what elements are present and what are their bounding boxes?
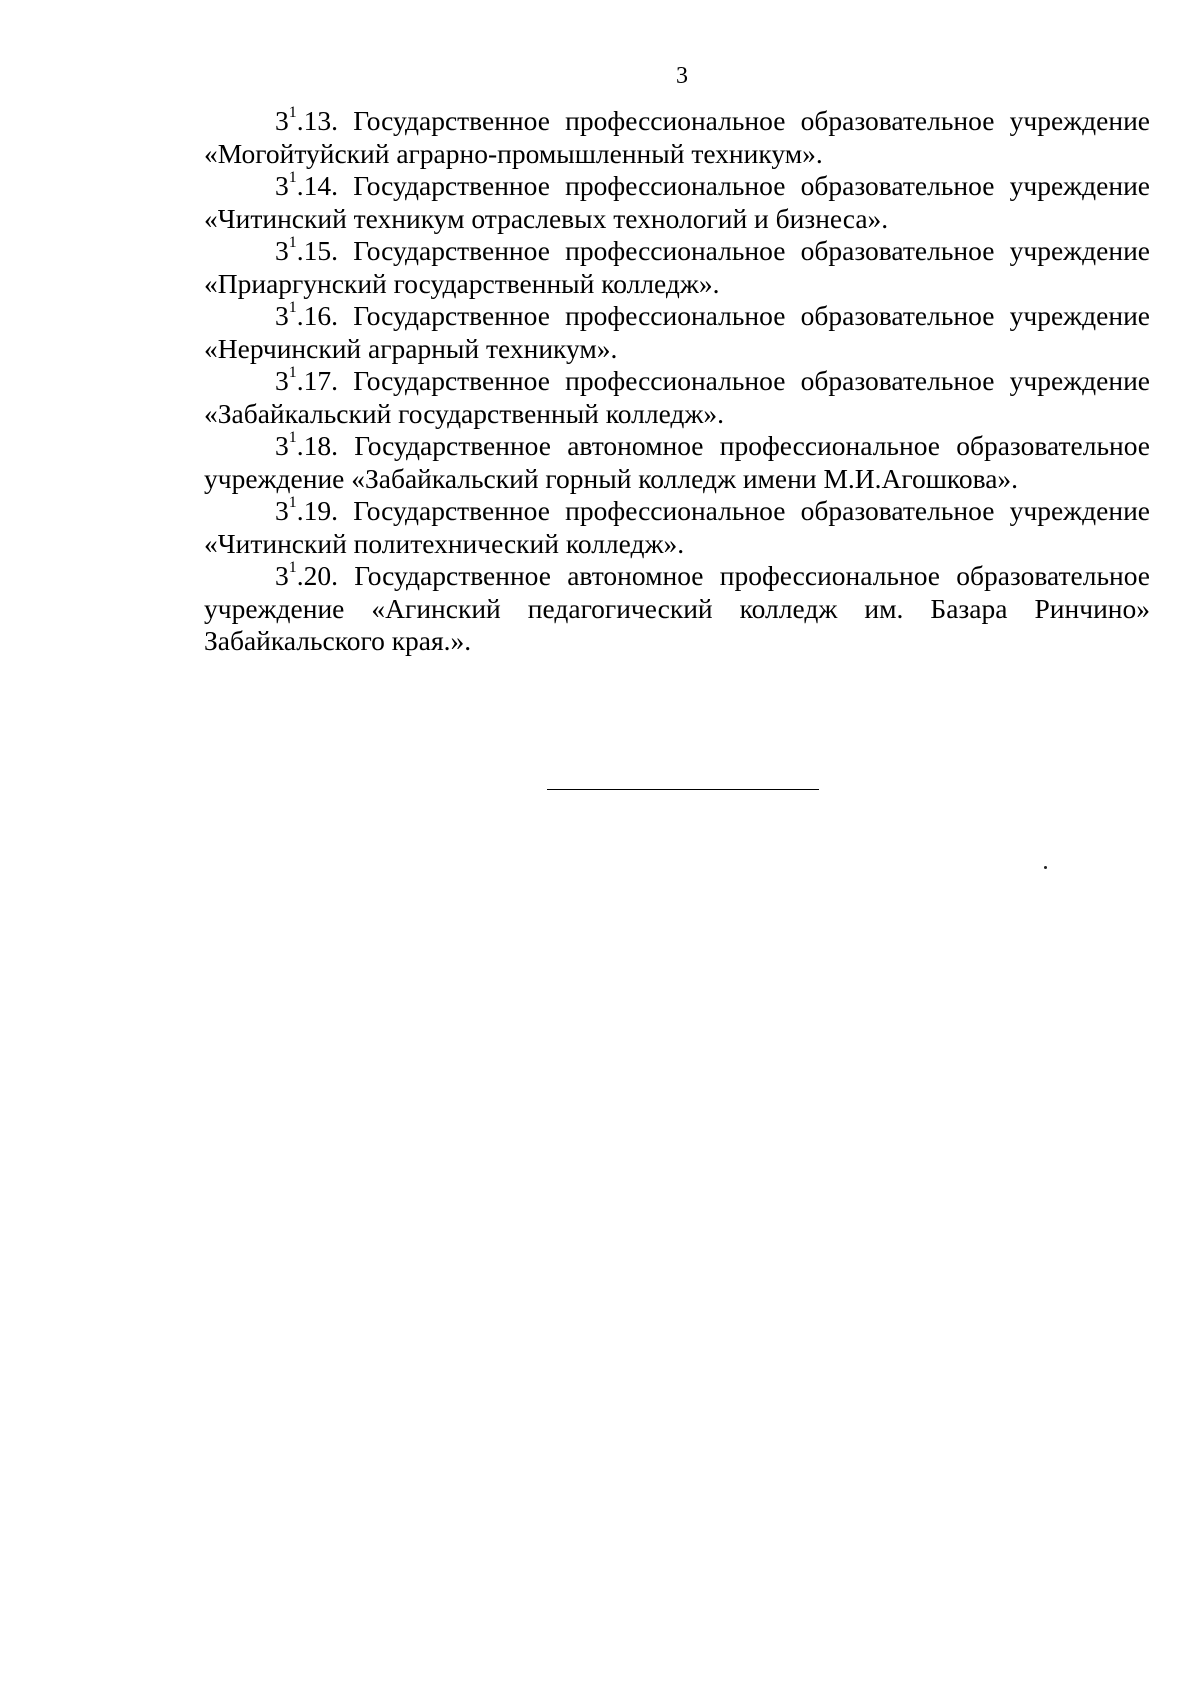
- item-number-superscript: 1: [288, 558, 297, 576]
- list-item: [204, 300, 1150, 365]
- item-number-superscript: 1: [288, 298, 297, 316]
- item-text: Государственное профессиональное образовательное учреждение «Забайкальский государственный колледж».: [204, 365, 1150, 429]
- item-number-superscript: 1: [288, 493, 297, 511]
- end-of-document-rule: [547, 789, 819, 790]
- item-text: Государственное автономное профессиональное образовательное учреждение «Агинский педагогический колледж им. Базара Ринчино» Забайкальского края.».: [204, 560, 1150, 656]
- page-number: 3: [676, 63, 688, 89]
- item-number: 3: [275, 105, 289, 136]
- item-number-superscript: 1: [288, 363, 297, 381]
- item-text: Государственное автономное профессиональное образовательное учреждение «Забайкальский горный колледж имени М.И.Агошкова».: [204, 430, 1150, 494]
- item-number-superscript: 1: [288, 428, 297, 446]
- item-number-suffix: .16.: [296, 300, 338, 331]
- list-item: [204, 560, 1150, 658]
- item-text: Государственное профессиональное образовательное учреждение «Читинский техникум отраслевых технологий и бизнеса».: [204, 170, 1150, 234]
- item-number-superscript: 1: [288, 103, 297, 121]
- item-text: Государственное профессиональное образовательное учреждение «Читинский политехнический колледж».: [204, 495, 1150, 559]
- item-number: 3: [275, 430, 289, 461]
- list-item: [204, 495, 1150, 560]
- item-number-suffix: .13.: [296, 105, 338, 136]
- item-number: 3: [275, 495, 289, 526]
- item-number: 3: [275, 365, 289, 396]
- list-item: [204, 105, 1150, 170]
- item-number-superscript: 1: [288, 233, 297, 251]
- item-number: 3: [275, 560, 289, 591]
- item-number-suffix: .19.: [296, 495, 338, 526]
- item-text: Государственное профессиональное образовательное учреждение «Нерчинский аграрный техникум».: [204, 300, 1150, 364]
- item-number: 3: [275, 300, 289, 331]
- item-number-suffix: .18.: [296, 430, 338, 461]
- list-item: [204, 170, 1150, 235]
- list-item: [204, 235, 1150, 300]
- item-text: Государственное профессиональное образовательное учреждение «Приаргунский государственный колледж».: [204, 235, 1150, 299]
- item-list: [204, 105, 1150, 658]
- scan-speck: [1044, 866, 1047, 869]
- item-number-suffix: .17.: [296, 365, 338, 396]
- item-number: 3: [275, 170, 289, 201]
- item-number-suffix: .20.: [296, 560, 338, 591]
- item-number-suffix: .15.: [296, 235, 338, 266]
- list-item: [204, 430, 1150, 495]
- item-number: 3: [275, 235, 289, 266]
- item-text: Государственное профессиональное образовательное учреждение «Могойтуйский аграрно-промышленный техникум».: [204, 105, 1150, 169]
- item-number-suffix: .14.: [296, 170, 338, 201]
- item-number-superscript: 1: [288, 168, 297, 186]
- list-item: [204, 365, 1150, 430]
